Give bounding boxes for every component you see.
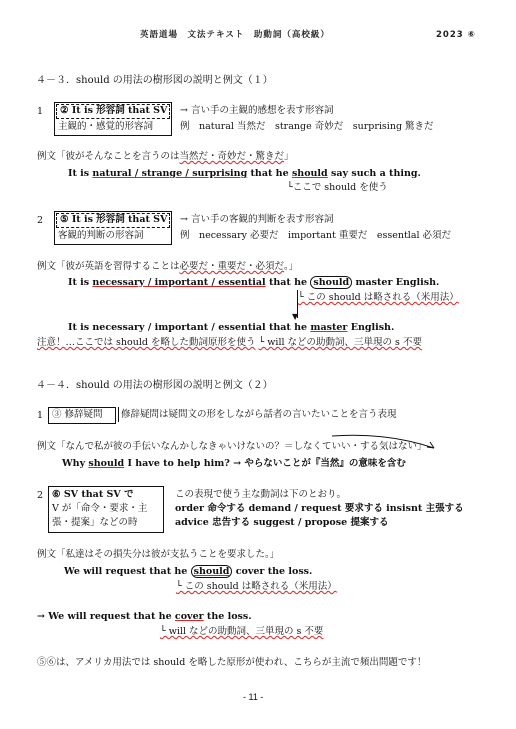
result-sentence: It is necessary / important / essential that he master English. <box>68 322 395 333</box>
arrow-curve-icon <box>330 430 440 452</box>
tag-sublabel: 主観的・感覚的形容詞 <box>58 121 154 132</box>
usage-note: └ここで should を使う <box>287 182 388 193</box>
example-jp: 例文「彼が英語を習得することは必要だ・重要だ・必須だ。」 <box>37 261 299 272</box>
item-number: 1 <box>37 410 44 421</box>
example-en: We will request that he should cover the loss. <box>64 566 313 577</box>
item-number: 1 <box>37 106 44 117</box>
result-note: └ will などの助動詞、三単現の s 不要 <box>160 626 324 637</box>
item-description: → 言い手の客観的判断を表す形容詞 <box>180 214 334 225</box>
divider <box>118 407 119 422</box>
example-jp: 例文「私達はその損失分は彼が支払うことを要求した。」 <box>37 549 280 560</box>
tag-label: ③ 修辞疑問 <box>52 409 103 420</box>
tag-sublabel: 張・提案」などの時 <box>52 517 138 528</box>
usage-note: └ この should は略される（米用法） <box>176 581 337 592</box>
example-jp: 例文「彼がそんなことを言うのは当然だ・奇妙だ・驚きだ」 <box>37 151 294 162</box>
verb-list: order 命令する demand / request 要求する insisnt 主張する <box>175 503 464 514</box>
caution-note: 注意！…ここでは should を略した動詞原形を使う └ will などの助動詞、三単現の s 不要 <box>37 337 422 348</box>
arrow-head-icon: ▼ <box>292 312 299 321</box>
tag-label: ② It is 形容詞 that SV <box>60 105 168 116</box>
item-number: 2 <box>37 215 44 226</box>
header-year: 2023 ⑥ <box>436 30 476 40</box>
verb-list: advice 忠告する suggest / propose 提案する <box>175 517 389 528</box>
item-description: この表現で使う主な動詞は下のとおり。 <box>175 489 347 500</box>
tag-label: ⑤ It is 形容詞 that SV <box>60 214 168 225</box>
example-en: It is natural / strange / surprising that he should say such a thing. <box>68 168 421 179</box>
item-number: 2 <box>37 490 44 501</box>
example-en: Why should I have to help him? → やらないことが『当然』の意味を含む <box>62 458 406 469</box>
page-number: - 11 - <box>243 692 264 702</box>
tag-sublabel: 客観的判断の形容詞 <box>58 230 144 241</box>
usage-note: └ この should は略される（米用法） <box>298 292 459 303</box>
item-description: → 言い手の主観的感想を表す形容詞 <box>180 105 334 116</box>
item-description: 修辞疑問は疑問文の形をしながら話者の言いたいことを言う表現 <box>121 409 397 420</box>
section-4-3-heading: ４－３．should の用法の樹形図の説明と例文（１） <box>36 75 273 86</box>
summary-note: ⑤⑥は、アメリカ用法では should を略した原形が使われ、こちらが主流で頻出問題です！ <box>37 657 427 668</box>
adjective-examples: 例 necessary 必要だ important 重要だ essentlal 必須だ <box>180 230 452 241</box>
header-title: 英語道場 文法テキスト 助動詞（高校級） <box>140 30 330 40</box>
tag-label: ⑥ SV that SV で <box>52 489 134 500</box>
example-en: It is necessary / important / essential that he should master English. <box>68 277 440 288</box>
tag-sublabel: V が「命令・要求・主 <box>52 503 148 514</box>
section-4-4-heading: ４－４．should の用法の樹形図の説明と例文（２） <box>36 380 273 391</box>
adjective-examples: 例 natural 当然だ strange 奇妙だ surprising 驚きだ <box>180 121 434 132</box>
result-sentence: → We will request that he cover the loss. <box>37 611 252 622</box>
example-jp: 例文「なんで私が彼の手伝いなんかしなきゃいけないの？＝しなくていい・する気はない」 <box>37 441 427 452</box>
